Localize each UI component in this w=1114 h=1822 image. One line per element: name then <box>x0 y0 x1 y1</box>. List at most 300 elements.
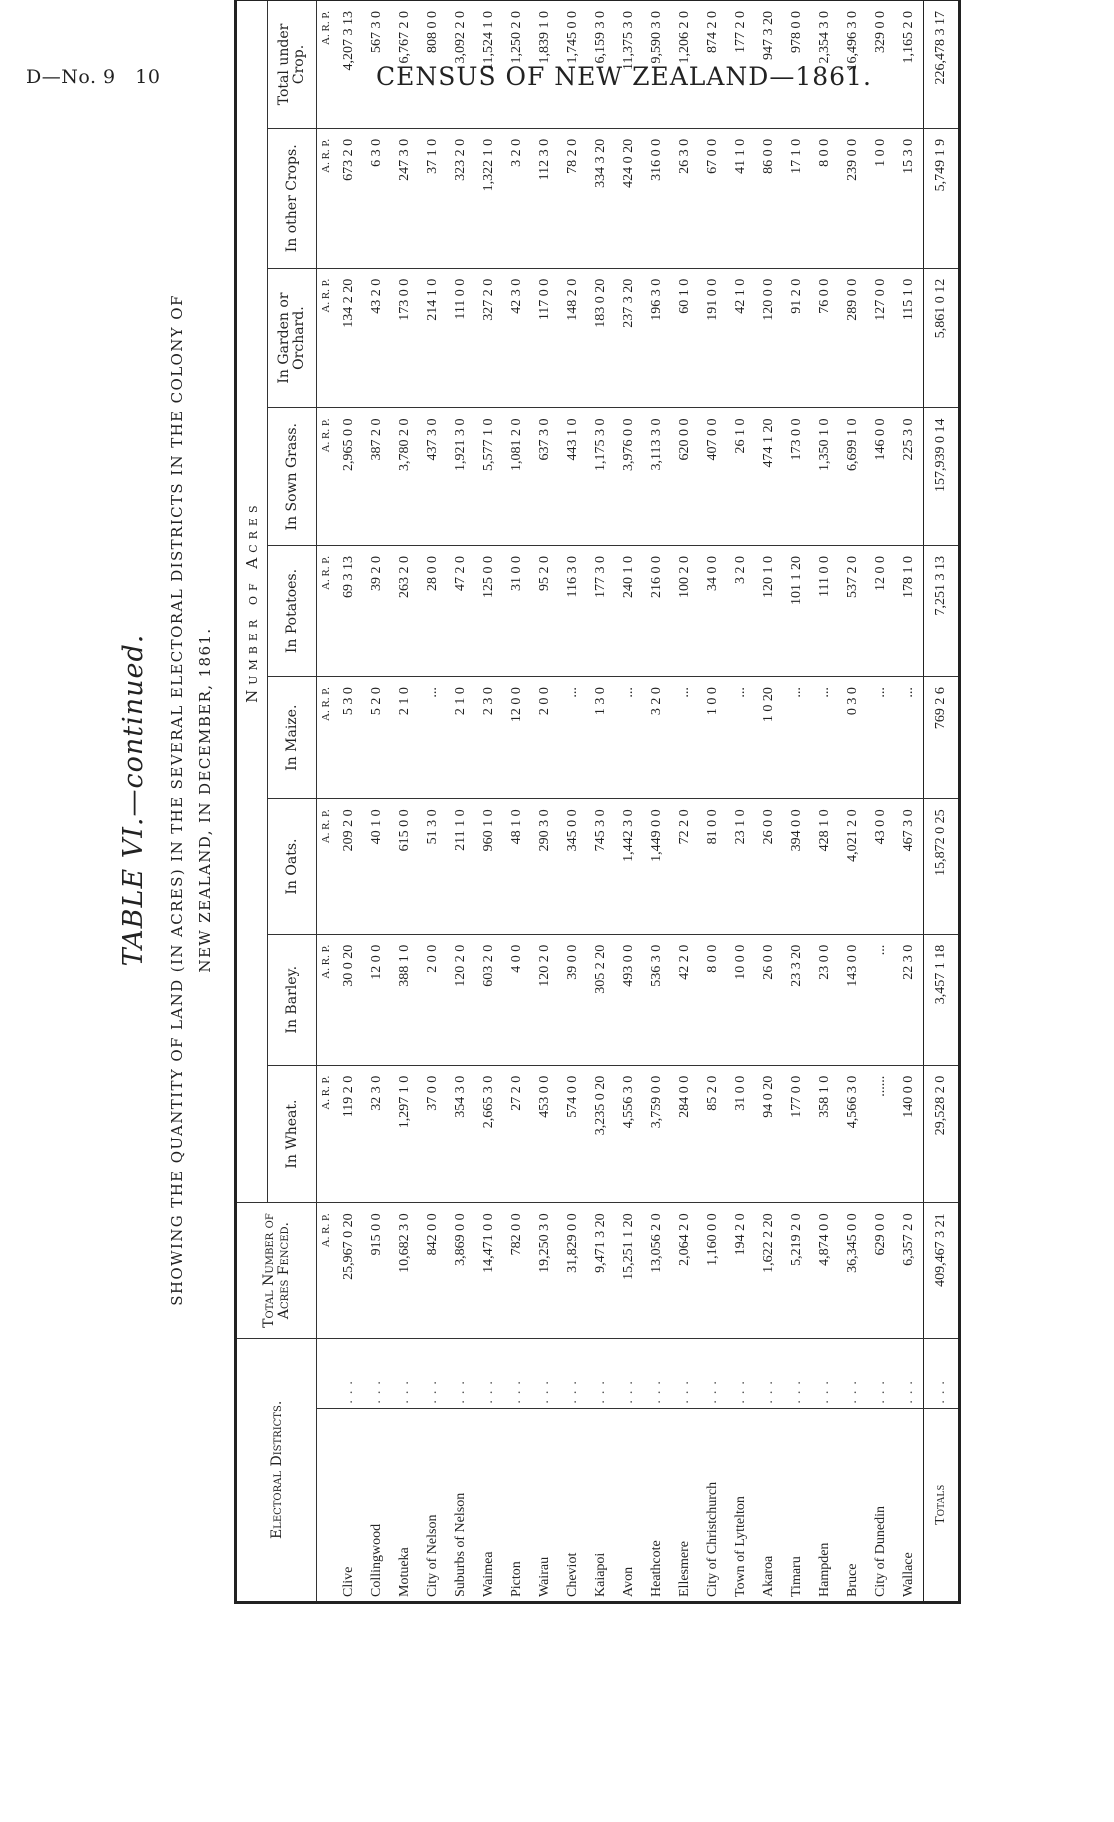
district-name: Hampden <box>811 1408 839 1602</box>
district-name: Wallace <box>895 1408 924 1602</box>
col-header-oats: In Oats. <box>268 799 317 934</box>
cell-wheat: ...... <box>867 1065 895 1203</box>
cell-fenced: 629 0 0 <box>867 1203 895 1338</box>
table-row <box>755 0 783 1603</box>
leader-dots: ... <box>671 1338 699 1408</box>
cell-sown-grass: 474 1 20 <box>755 408 783 546</box>
cell-other: 67 0 0 <box>699 128 727 268</box>
cell-other: 239 0 0 <box>839 128 867 268</box>
cell-oats: 960 1 0 <box>475 799 503 934</box>
district-name: Clive <box>335 1408 363 1602</box>
unit-label: A. R. P. <box>317 0 336 128</box>
table-row <box>699 0 727 1603</box>
rotated-table-block <box>118 0 1050 1604</box>
leader-dots: ... <box>755 1338 783 1408</box>
cell-garden: 183 0 20 <box>587 268 615 408</box>
totals-row <box>924 0 960 1603</box>
cell-maize: ... <box>867 677 895 799</box>
cell-total-crop: 1,839 1 0 <box>531 0 559 128</box>
cell-barley: ... <box>867 934 895 1065</box>
cell-oats: 26 0 0 <box>755 799 783 934</box>
cell-potatoes: 263 2 0 <box>391 546 419 677</box>
cell-other: 41 1 0 <box>727 128 755 268</box>
cell-garden: 111 0 0 <box>447 268 475 408</box>
table-caption-line-2: NEW ZEALAND, IN DECEMBER, 1861. <box>196 627 214 973</box>
cell-potatoes: 240 1 0 <box>615 546 643 677</box>
cell-barley: 26 0 0 <box>755 934 783 1065</box>
cell-barley: 536 3 0 <box>643 934 671 1065</box>
col-header-other: In other Crops. <box>268 128 317 268</box>
cell-fenced: 194 2 0 <box>727 1203 755 1338</box>
cell-oats: 43 0 0 <box>867 799 895 934</box>
cell-sown-grass: 437 3 0 <box>419 408 447 546</box>
cell-garden: 148 2 0 <box>559 268 587 408</box>
col-header-maize: In Maize. <box>268 677 317 799</box>
unit-row <box>317 0 336 1603</box>
district-name: Picton <box>503 1408 531 1602</box>
table-caption-line-1: SHOWING THE QUANTITY OF LAND (IN ACRES) IN THE SEVERAL ELECTORAL DISTRICTS IN THE COLONY OF <box>168 294 186 1306</box>
cell-fenced: 15,251 1 20 <box>615 1203 643 1338</box>
cell-fenced: 10,682 3 0 <box>391 1203 419 1338</box>
table-row <box>475 0 503 1603</box>
col-header-barley: In Barley. <box>268 934 317 1065</box>
cell-wheat: 1,297 1 0 <box>391 1065 419 1203</box>
total-sown-grass: 157,939 0 14 <box>924 408 960 546</box>
cell-fenced: 2,064 2 0 <box>671 1203 699 1338</box>
cell-garden: 327 2 0 <box>475 268 503 408</box>
running-title: CENSUS OF NEW ZEALAND—1861. <box>376 62 872 91</box>
leader-dots: ... <box>895 1338 924 1408</box>
cell-maize: 0 3 0 <box>839 677 867 799</box>
table-row <box>811 0 839 1603</box>
table-row <box>419 0 447 1603</box>
cell-sown-grass: 637 3 0 <box>531 408 559 546</box>
cell-total-crop: 1,206 2 0 <box>671 0 699 128</box>
cell-oats: 290 3 0 <box>531 799 559 934</box>
cell-garden: 42 1 0 <box>727 268 755 408</box>
cell-total-crop: 1,745 0 0 <box>559 0 587 128</box>
cell-fenced: 14,471 0 0 <box>475 1203 503 1338</box>
district-name: City of Nelson <box>419 1408 447 1602</box>
table-row <box>615 0 643 1603</box>
leader-dots: ... <box>699 1338 727 1408</box>
cell-oats: 48 1 0 <box>503 799 531 934</box>
cell-other: 17 1 0 <box>783 128 811 268</box>
leader-dots: ... <box>391 1338 419 1408</box>
cell-garden: 127 0 0 <box>867 268 895 408</box>
cell-oats: 428 1 0 <box>811 799 839 934</box>
cell-garden: 43 2 0 <box>363 268 391 408</box>
cell-other: 37 1 0 <box>419 128 447 268</box>
cell-total-crop: 567 3 0 <box>363 0 391 128</box>
table-row <box>895 0 924 1603</box>
cell-potatoes: 39 2 0 <box>363 546 391 677</box>
district-name: City of Christchurch <box>699 1408 727 1602</box>
cell-sown-grass: 3,976 0 0 <box>615 408 643 546</box>
cell-total-crop: 1,250 2 0 <box>503 0 531 128</box>
total-potatoes: 7,251 3 13 <box>924 546 960 677</box>
cell-barley: 4 0 0 <box>503 934 531 1065</box>
cell-barley: 23 3 20 <box>783 934 811 1065</box>
table-row <box>447 0 475 1603</box>
doc-reference: D—No. 9 <box>26 66 116 88</box>
table-row <box>783 0 811 1603</box>
district-name: Avon <box>615 1408 643 1602</box>
cell-wheat: 85 2 0 <box>699 1065 727 1203</box>
cell-total-crop: 9,590 3 0 <box>643 0 671 128</box>
cell-wheat: 119 2 0 <box>335 1065 363 1203</box>
cell-oats: 51 3 0 <box>419 799 447 934</box>
district-name: Heathcote <box>643 1408 671 1602</box>
cell-sown-grass: 225 3 0 <box>895 408 924 546</box>
cell-total-crop: 6,159 3 0 <box>587 0 615 128</box>
unit-label: A. R. P. <box>317 268 336 408</box>
cell-fenced: 9,471 3 20 <box>587 1203 615 1338</box>
cell-other: 316 0 0 <box>643 128 671 268</box>
cell-maize: 2 1 0 <box>391 677 419 799</box>
cell-oats: 345 0 0 <box>559 799 587 934</box>
cell-total-crop: 4,207 3 13 <box>335 0 363 128</box>
cell-other: 1 0 0 <box>867 128 895 268</box>
cell-wheat: 94 0 20 <box>755 1065 783 1203</box>
cell-fenced: 915 0 0 <box>363 1203 391 1338</box>
leader-dots: ... <box>643 1338 671 1408</box>
cell-garden: 42 3 0 <box>503 268 531 408</box>
cell-fenced: 842 0 0 <box>419 1203 447 1338</box>
cell-oats: 467 3 0 <box>895 799 924 934</box>
cell-other: 3 2 0 <box>503 128 531 268</box>
cell-sown-grass: 1,921 3 0 <box>447 408 475 546</box>
cell-oats: 209 2 0 <box>335 799 363 934</box>
cell-potatoes: 125 0 0 <box>475 546 503 677</box>
cell-oats: 23 1 0 <box>727 799 755 934</box>
cell-maize: ... <box>671 677 699 799</box>
cell-maize: 12 0 0 <box>503 677 531 799</box>
cell-wheat: 3,759 0 0 <box>643 1065 671 1203</box>
cell-wheat: 27 2 0 <box>503 1065 531 1203</box>
cell-maize: ... <box>895 677 924 799</box>
cell-total-crop: 6,767 2 0 <box>391 0 419 128</box>
cell-potatoes: 28 0 0 <box>419 546 447 677</box>
cell-maize: ... <box>727 677 755 799</box>
cell-other: 323 2 0 <box>447 128 475 268</box>
cell-wheat: 358 1 0 <box>811 1065 839 1203</box>
cell-fenced: 13,056 2 0 <box>643 1203 671 1338</box>
cell-sown-grass: 146 0 0 <box>867 408 895 546</box>
cell-sown-grass: 6,699 1 0 <box>839 408 867 546</box>
cell-sown-grass: 26 1 0 <box>727 408 755 546</box>
district-name: Akaroa <box>755 1408 783 1602</box>
cell-fenced: 5,219 2 0 <box>783 1203 811 1338</box>
cell-oats: 394 0 0 <box>783 799 811 934</box>
cell-maize: ... <box>783 677 811 799</box>
total-other: 5,749 1 9 <box>924 128 960 268</box>
col-header-sown-grass: In Sown Grass. <box>268 408 317 546</box>
district-name: Town of Lyttelton <box>727 1408 755 1602</box>
district-name: Suburbs of Nelson <box>447 1408 475 1602</box>
cell-garden: 76 0 0 <box>811 268 839 408</box>
cell-sown-grass: 3,113 3 0 <box>643 408 671 546</box>
leader-dots: ... <box>475 1338 503 1408</box>
cell-barley: 12 0 0 <box>363 934 391 1065</box>
unit-label: A. R. P. <box>317 1065 336 1203</box>
cell-maize: 5 3 0 <box>335 677 363 799</box>
cell-barley: 10 0 0 <box>727 934 755 1065</box>
cell-total-crop: 177 2 0 <box>727 0 755 128</box>
cell-potatoes: 216 0 0 <box>643 546 671 677</box>
leader-dots: ... <box>531 1338 559 1408</box>
cell-garden: 214 1 0 <box>419 268 447 408</box>
cell-garden: 237 3 20 <box>615 268 643 408</box>
cell-potatoes: 69 3 13 <box>335 546 363 677</box>
cell-barley: 120 2 0 <box>447 934 475 1065</box>
total-barley: 3,457 1 18 <box>924 934 960 1065</box>
leader-dots: ... <box>335 1338 363 1408</box>
table-row <box>671 0 699 1603</box>
leader-dots: ... <box>615 1338 643 1408</box>
col-header-total-crop: Total under Crop. <box>268 0 317 128</box>
cell-maize: 5 2 0 <box>363 677 391 799</box>
cell-sown-grass: 387 2 0 <box>363 408 391 546</box>
col-header-wheat: In Wheat. <box>268 1065 317 1203</box>
cell-wheat: 2,665 3 0 <box>475 1065 503 1203</box>
cell-wheat: 177 0 0 <box>783 1065 811 1203</box>
cell-other: 86 0 0 <box>755 128 783 268</box>
cell-potatoes: 178 1 0 <box>895 546 924 677</box>
cell-sown-grass: 173 0 0 <box>783 408 811 546</box>
table-row <box>587 0 615 1603</box>
unit-label: A. R. P. <box>317 128 336 268</box>
cell-potatoes: 95 2 0 <box>531 546 559 677</box>
cell-other: 78 2 0 <box>559 128 587 268</box>
cell-fenced: 1,160 0 0 <box>699 1203 727 1338</box>
acreage-table <box>234 0 961 1604</box>
unit-label: A. R. P. <box>317 1203 336 1338</box>
cell-wheat: 32 3 0 <box>363 1065 391 1203</box>
leader-dots: ... <box>447 1338 475 1408</box>
cell-garden: 91 2 0 <box>783 268 811 408</box>
district-name: City of Dunedin <box>867 1408 895 1602</box>
district-name: Collingwood <box>363 1408 391 1602</box>
total-oats: 15,872 0 25 <box>924 799 960 934</box>
total-maize: 769 2 6 <box>924 677 960 799</box>
cell-maize: ... <box>615 677 643 799</box>
table-row <box>727 0 755 1603</box>
cell-total-crop: 874 2 0 <box>699 0 727 128</box>
district-name: Timaru <box>783 1408 811 1602</box>
leader-dots: ... <box>839 1338 867 1408</box>
table-title: TABLE VI.—continued. <box>118 633 149 967</box>
cell-potatoes: 537 2 0 <box>839 546 867 677</box>
district-name: Kaiapoi <box>587 1408 615 1602</box>
leader-dots: ... <box>587 1338 615 1408</box>
cell-other: 673 2 0 <box>335 128 363 268</box>
cell-total-crop: 2,354 3 0 <box>811 0 839 128</box>
cell-barley: 42 2 0 <box>671 934 699 1065</box>
cell-wheat: 4,556 3 0 <box>615 1065 643 1203</box>
cell-barley: 120 2 0 <box>531 934 559 1065</box>
cell-fenced: 19,250 3 0 <box>531 1203 559 1338</box>
cell-potatoes: 177 3 0 <box>587 546 615 677</box>
cell-sown-grass: 5,577 1 0 <box>475 408 503 546</box>
cell-sown-grass: 1,175 3 0 <box>587 408 615 546</box>
cell-maize: ... <box>811 677 839 799</box>
cell-total-crop: 16,496 3 0 <box>839 0 867 128</box>
col-header-district: Electoral Districts. <box>236 1338 317 1602</box>
col-header-fenced: Total Number of Acres Fenced. <box>236 1203 317 1338</box>
cell-sown-grass: 3,780 2 0 <box>391 408 419 546</box>
cell-wheat: 140 0 0 <box>895 1065 924 1203</box>
cell-wheat: 3,235 0 20 <box>587 1065 615 1203</box>
table-row <box>867 0 895 1603</box>
total-total-crop: 226,478 3 17 <box>924 0 960 128</box>
cell-oats: 4,021 2 0 <box>839 799 867 934</box>
cell-maize: 1 3 0 <box>587 677 615 799</box>
cell-potatoes: 3 2 0 <box>727 546 755 677</box>
cell-oats: 745 3 0 <box>587 799 615 934</box>
cell-maize: 2 3 0 <box>475 677 503 799</box>
cell-other: 247 3 0 <box>391 128 419 268</box>
cell-wheat: 31 0 0 <box>727 1065 755 1203</box>
table-row <box>839 0 867 1603</box>
cell-wheat: 4,566 3 0 <box>839 1065 867 1203</box>
district-name: Ellesmere <box>671 1408 699 1602</box>
cell-potatoes: 111 0 0 <box>811 546 839 677</box>
table-row <box>391 0 419 1603</box>
cell-maize: 2 0 0 <box>531 677 559 799</box>
unit-label: A. R. P. <box>317 408 336 546</box>
cell-wheat: 37 0 0 <box>419 1065 447 1203</box>
cell-maize: ... <box>419 677 447 799</box>
leader-dots: ... <box>727 1338 755 1408</box>
cell-maize: 3 2 0 <box>643 677 671 799</box>
total-wheat: 29,528 2 0 <box>924 1065 960 1203</box>
table-row <box>643 0 671 1603</box>
cell-oats: 72 2 0 <box>671 799 699 934</box>
cell-potatoes: 116 3 0 <box>559 546 587 677</box>
cell-barley: 23 0 0 <box>811 934 839 1065</box>
cell-fenced: 4,874 0 0 <box>811 1203 839 1338</box>
cell-fenced: 3,869 0 0 <box>447 1203 475 1338</box>
cell-sown-grass: 443 1 0 <box>559 408 587 546</box>
leader-dots: ... <box>924 1338 960 1408</box>
cell-sown-grass: 620 0 0 <box>671 408 699 546</box>
cell-garden: 173 0 0 <box>391 268 419 408</box>
col-header-group: Number of Acres <box>236 0 268 1203</box>
cell-fenced: 31,829 0 0 <box>559 1203 587 1338</box>
cell-potatoes: 101 1 20 <box>783 546 811 677</box>
cell-total-crop: 3,092 2 0 <box>447 0 475 128</box>
table-body <box>317 0 960 1603</box>
cell-total-crop: 329 0 0 <box>867 0 895 128</box>
cell-sown-grass: 1,350 1 0 <box>811 408 839 546</box>
cell-maize: 2 1 0 <box>447 677 475 799</box>
cell-fenced: 36,345 0 0 <box>839 1203 867 1338</box>
leader-dots: ... <box>811 1338 839 1408</box>
cell-other: 112 3 0 <box>531 128 559 268</box>
cell-fenced: 25,967 0 20 <box>335 1203 363 1338</box>
cell-fenced: 782 0 0 <box>503 1203 531 1338</box>
table-row <box>363 0 391 1603</box>
leader-dots: ... <box>867 1338 895 1408</box>
leader-dots: ... <box>363 1338 391 1408</box>
cell-potatoes: 12 0 0 <box>867 546 895 677</box>
cell-other: 15 3 0 <box>895 128 924 268</box>
leader-dots: ... <box>419 1338 447 1408</box>
district-name: Wairau <box>531 1408 559 1602</box>
cell-wheat: 453 0 0 <box>531 1065 559 1203</box>
cell-total-crop: 978 0 0 <box>783 0 811 128</box>
page-number: 10 <box>135 66 161 88</box>
cell-barley: 2 0 0 <box>419 934 447 1065</box>
cell-garden: 115 1 0 <box>895 268 924 408</box>
cell-garden: 289 0 0 <box>839 268 867 408</box>
total-garden: 5,861 0 12 <box>924 268 960 408</box>
unit-label: A. R. P. <box>317 799 336 934</box>
cell-potatoes: 120 1 0 <box>755 546 783 677</box>
cell-garden: 117 0 0 <box>531 268 559 408</box>
cell-garden: 196 3 0 <box>643 268 671 408</box>
col-header-garden: In Garden or Orchard. <box>268 268 317 408</box>
unit-label: A. R. P. <box>317 677 336 799</box>
cell-oats: 1,449 0 0 <box>643 799 671 934</box>
cell-wheat: 574 0 0 <box>559 1065 587 1203</box>
cell-total-crop: 1,165 2 0 <box>895 0 924 128</box>
table-row <box>503 0 531 1603</box>
cell-oats: 1,442 3 0 <box>615 799 643 934</box>
unit-label: A. R. P. <box>317 546 336 677</box>
totals-label: Totals <box>924 1408 960 1602</box>
leader-dots: ... <box>783 1338 811 1408</box>
cell-barley: 39 0 0 <box>559 934 587 1065</box>
cell-wheat: 354 3 0 <box>447 1065 475 1203</box>
cell-total-crop: 11,375 3 0 <box>615 0 643 128</box>
cell-oats: 40 1 0 <box>363 799 391 934</box>
cell-barley: 8 0 0 <box>699 934 727 1065</box>
table-row <box>335 0 363 1603</box>
cell-barley: 30 0 20 <box>335 934 363 1065</box>
cell-sown-grass: 1,081 2 0 <box>503 408 531 546</box>
cell-barley: 22 3 0 <box>895 934 924 1065</box>
cell-potatoes: 34 0 0 <box>699 546 727 677</box>
cell-other: 26 3 0 <box>671 128 699 268</box>
cell-other: 334 3 20 <box>587 128 615 268</box>
cell-garden: 134 2 20 <box>335 268 363 408</box>
cell-maize: 1 0 20 <box>755 677 783 799</box>
cell-other: 6 3 0 <box>363 128 391 268</box>
total-fenced: 409,467 3 21 <box>924 1203 960 1338</box>
cell-barley: 603 2 0 <box>475 934 503 1065</box>
cell-oats: 81 0 0 <box>699 799 727 934</box>
cell-other: 8 0 0 <box>811 128 839 268</box>
cell-fenced: 6,357 2 0 <box>895 1203 924 1338</box>
cell-garden: 60 1 0 <box>671 268 699 408</box>
cell-maize: ... <box>559 677 587 799</box>
cell-garden: 191 0 0 <box>699 268 727 408</box>
district-name: Cheviot <box>559 1408 587 1602</box>
cell-fenced: 1,622 2 20 <box>755 1203 783 1338</box>
cell-total-crop: 11,524 1 0 <box>475 0 503 128</box>
cell-other: 424 0 20 <box>615 128 643 268</box>
cell-barley: 143 0 0 <box>839 934 867 1065</box>
cell-potatoes: 31 0 0 <box>503 546 531 677</box>
cell-total-crop: 808 0 0 <box>419 0 447 128</box>
district-name: Waimea <box>475 1408 503 1602</box>
district-name: Motueka <box>391 1408 419 1602</box>
table-row <box>559 0 587 1603</box>
cell-total-crop: 947 3 20 <box>755 0 783 128</box>
leader-dots: ... <box>559 1338 587 1408</box>
